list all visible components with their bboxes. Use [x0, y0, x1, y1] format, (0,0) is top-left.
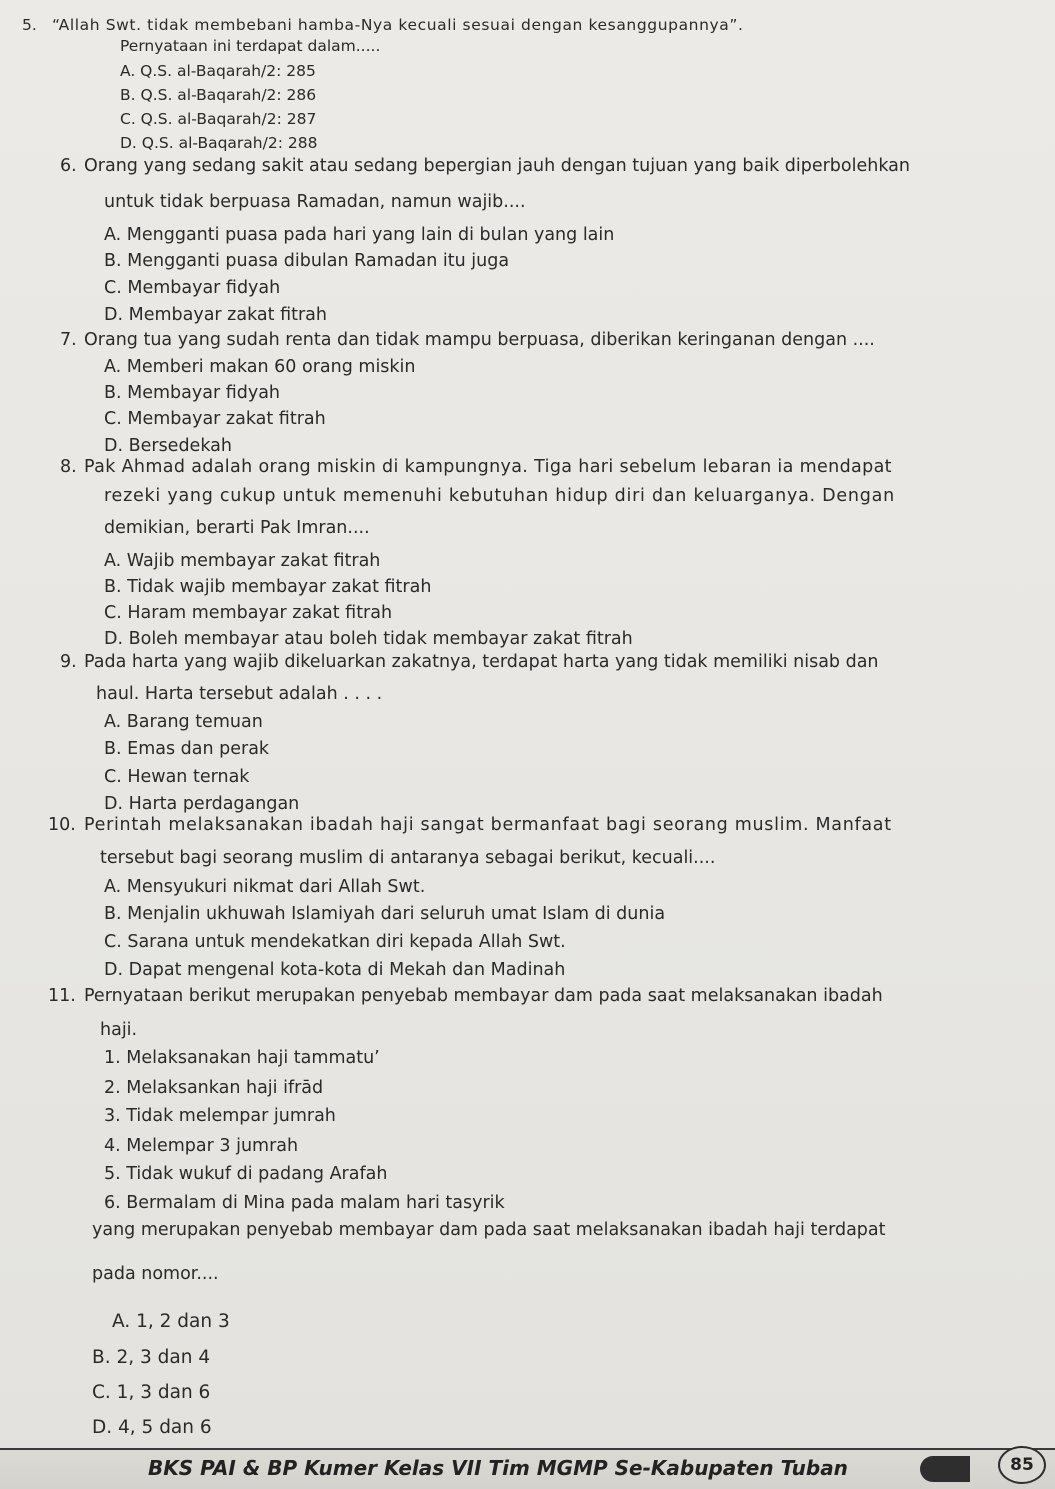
question-11-option-b: B. 2, 3 dan 4: [92, 1347, 211, 1368]
footer-title: BKS PAI & BP Kumer Kelas VII Tim MGMP Se-Kabupaten Tuban: [148, 1456, 848, 1480]
question-8-option-d: D. Boleh membayar atau boleh tidak membayar zakat fitrah: [104, 629, 633, 649]
question-10-option-c: C. Sarana untuk mendekatkan diri kepada Allah Swt.: [104, 932, 566, 952]
question-11-line-2: haji.: [100, 1020, 138, 1040]
question-9-option-d: D. Harta perdagangan: [104, 794, 300, 814]
question-7-text: Orang tua yang sudah renta dan tidak mampu berpuasa, diberikan keringanan dengan ....: [84, 330, 875, 350]
question-7-number: 7.: [60, 330, 77, 350]
question-6-option-d: D. Membayar zakat fitrah: [104, 305, 327, 325]
question-11-item-6: 6. Bermalam di Mina pada malam hari tasyrik: [104, 1193, 505, 1213]
question-11-item-1: 1. Melaksanakan haji tammatu’: [104, 1048, 380, 1068]
question-9-number: 9.: [60, 652, 77, 672]
question-7-option-b: B. Membayar fidyah: [104, 383, 281, 403]
question-10-line-1: Perintah melaksanakan ibadah haji sangat bermanfaat bagi seorang muslim. Manfaat: [84, 815, 892, 835]
question-10-line-2: tersebut bagi seorang muslim di antaranya sebagai berikut, kecuali....: [100, 848, 716, 868]
question-7-option-d: D. Bersedekah: [104, 436, 232, 456]
question-5-option-a: A. Q.S. al-Baqarah/2: 285: [120, 62, 316, 80]
question-11-line-3: yang merupakan penyebab membayar dam pada saat melaksanakan ibadah haji terdapat: [92, 1220, 886, 1240]
question-6-number: 6.: [60, 156, 77, 176]
question-11-item-2: 2. Melaksankan haji ifrād: [104, 1078, 324, 1098]
question-10-option-a: A. Mensyukuri nikmat dari Allah Swt.: [104, 877, 426, 897]
question-5-option-c: C. Q.S. al-Baqarah/2: 287: [120, 110, 317, 128]
question-11-option-c: C. 1, 3 dan 6: [92, 1382, 211, 1403]
question-6-line-2: untuk tidak berpuasa Ramadan, namun wajib....: [104, 192, 526, 212]
question-8-line-2: rezeki yang cukup untuk memenuhi kebutuhan hidup diri dan keluarganya. Dengan: [104, 486, 895, 506]
question-8-option-a: A. Wajib membayar zakat fitrah: [104, 551, 381, 571]
question-8-option-c: C. Haram membayar zakat fitrah: [104, 603, 393, 623]
question-7-option-a: A. Memberi makan 60 orang miskin: [104, 357, 416, 377]
question-6-line-1: Orang yang sedang sakit atau sedang bepergian jauh dengan tujuan yang baik diperbolehkan: [84, 156, 910, 176]
question-10-option-d: D. Dapat mengenal kota-kota di Mekah dan Madinah: [104, 960, 566, 980]
question-11-item-4: 4. Melempar 3 jumrah: [104, 1136, 299, 1156]
question-11-item-5: 5. Tidak wukuf di padang Arafah: [104, 1164, 388, 1184]
question-6-option-b: B. Mengganti puasa dibulan Ramadan itu juga: [104, 251, 510, 271]
question-8-number: 8.: [60, 457, 77, 477]
question-9-option-c: C. Hewan ternak: [104, 767, 250, 787]
question-8-line-3: demikian, berarti Pak Imran....: [104, 518, 370, 538]
question-9-line-2: haul. Harta tersebut adalah . . . .: [96, 684, 383, 704]
question-11-item-3: 3. Tidak melempar jumrah: [104, 1106, 336, 1126]
question-10-number: 10.: [48, 815, 76, 835]
question-11-line-4: pada nomor....: [92, 1264, 219, 1284]
question-5-sub: Pernyataan ini terdapat dalam.....: [120, 37, 381, 55]
question-5-number: 5.: [22, 16, 37, 34]
footer-decoration: [920, 1456, 970, 1482]
question-6-option-c: C. Membayar fidyah: [104, 278, 281, 298]
question-9-line-1: Pada harta yang wajib dikeluarkan zakatnya, terdapat harta yang tidak memiliki nisab dan: [84, 652, 879, 672]
page-number: 85: [998, 1446, 1046, 1484]
question-11-number: 11.: [48, 986, 76, 1006]
question-11-line-1: Pernyataan berikut merupakan penyebab membayar dam pada saat melaksanakan ibadah: [84, 986, 883, 1006]
question-10-option-b: B. Menjalin ukhuwah Islamiyah dari seluruh umat Islam di dunia: [104, 904, 666, 924]
question-7-option-c: C. Membayar zakat fitrah: [104, 409, 326, 429]
question-11-option-a: A. 1, 2 dan 3: [112, 1311, 230, 1332]
question-5-option-b: B. Q.S. al-Baqarah/2: 286: [120, 86, 317, 104]
question-8-option-b: B. Tidak wajib membayar zakat fitrah: [104, 577, 432, 597]
question-9-option-a: A. Barang temuan: [104, 712, 263, 732]
question-5-option-d: D. Q.S. al-Baqarah/2: 288: [120, 134, 318, 152]
question-9-option-b: B. Emas dan perak: [104, 739, 270, 759]
question-8-line-1: Pak Ahmad adalah orang miskin di kampungnya. Tiga hari sebelum lebaran ia mendapat: [84, 457, 892, 477]
question-11-option-d: D. 4, 5 dan 6: [92, 1417, 212, 1438]
question-6-option-a: A. Mengganti puasa pada hari yang lain di bulan yang lain: [104, 225, 615, 245]
question-5-text: “Allah Swt. tidak membebani hamba-Nya kecuali sesuai dengan kesanggupannya”.: [52, 16, 744, 34]
